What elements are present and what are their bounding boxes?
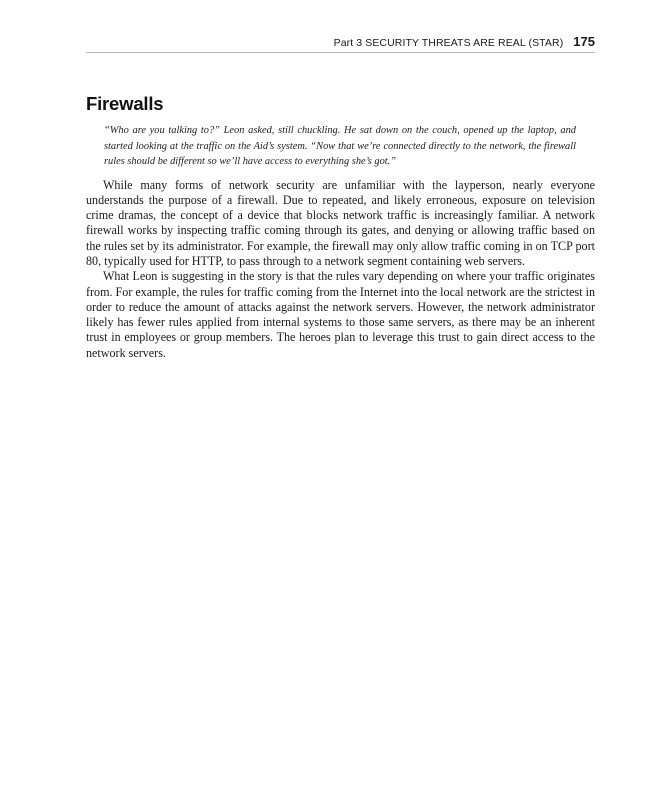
section-title: Firewalls — [86, 93, 164, 114]
section-firewalls — [86, 93, 595, 361]
body-paragraph-2: What Leon is suggesting in the story is that the rules vary depending on where your traffic originates from. For example, the rules for traffic coming from the Internet into the local network are the strictest in order to reduce the amount of attacks against the network servers. However, the network administrator likely has fewer rules applied from internal systems to those same servers, as there may be an inherent trust in employees or group members. The heroes plan to leverage this trust to gain direct access to the network servers. — [86, 269, 595, 360]
page-number: 175 — [573, 34, 595, 49]
running-head — [86, 34, 595, 53]
body-paragraph-1: While many forms of network security are unfamiliar with the layperson, nearly everyone understands the purpose of a firewall. Due to repeated, and likely erroneous, exposure on television crime dramas, the concept of a device that blocks network traffic is increasingly familiar. A network firewall works by inspecting traffic coming through its gates, and denying or allowing traffic based on the rules set by its administrator. For example, the firewall may only allow traffic coming in on TCP port 80, typically used for HTTP, to pass through to a network segment containing web servers. — [86, 177, 595, 268]
epigraph-quote: “Who are you talking to?” Leon asked, still chuckling. He sat down on the couch, opened up the laptop, and started looking at the traffic on the Aid’s system. “Now that we’re connected directly to the network, the firewall rules should be different so we’ll have access to everything she’s got.” — [104, 125, 576, 167]
running-head-part-title: Part 3 SECURITY THREATS ARE REAL (STAR) — [333, 37, 564, 49]
